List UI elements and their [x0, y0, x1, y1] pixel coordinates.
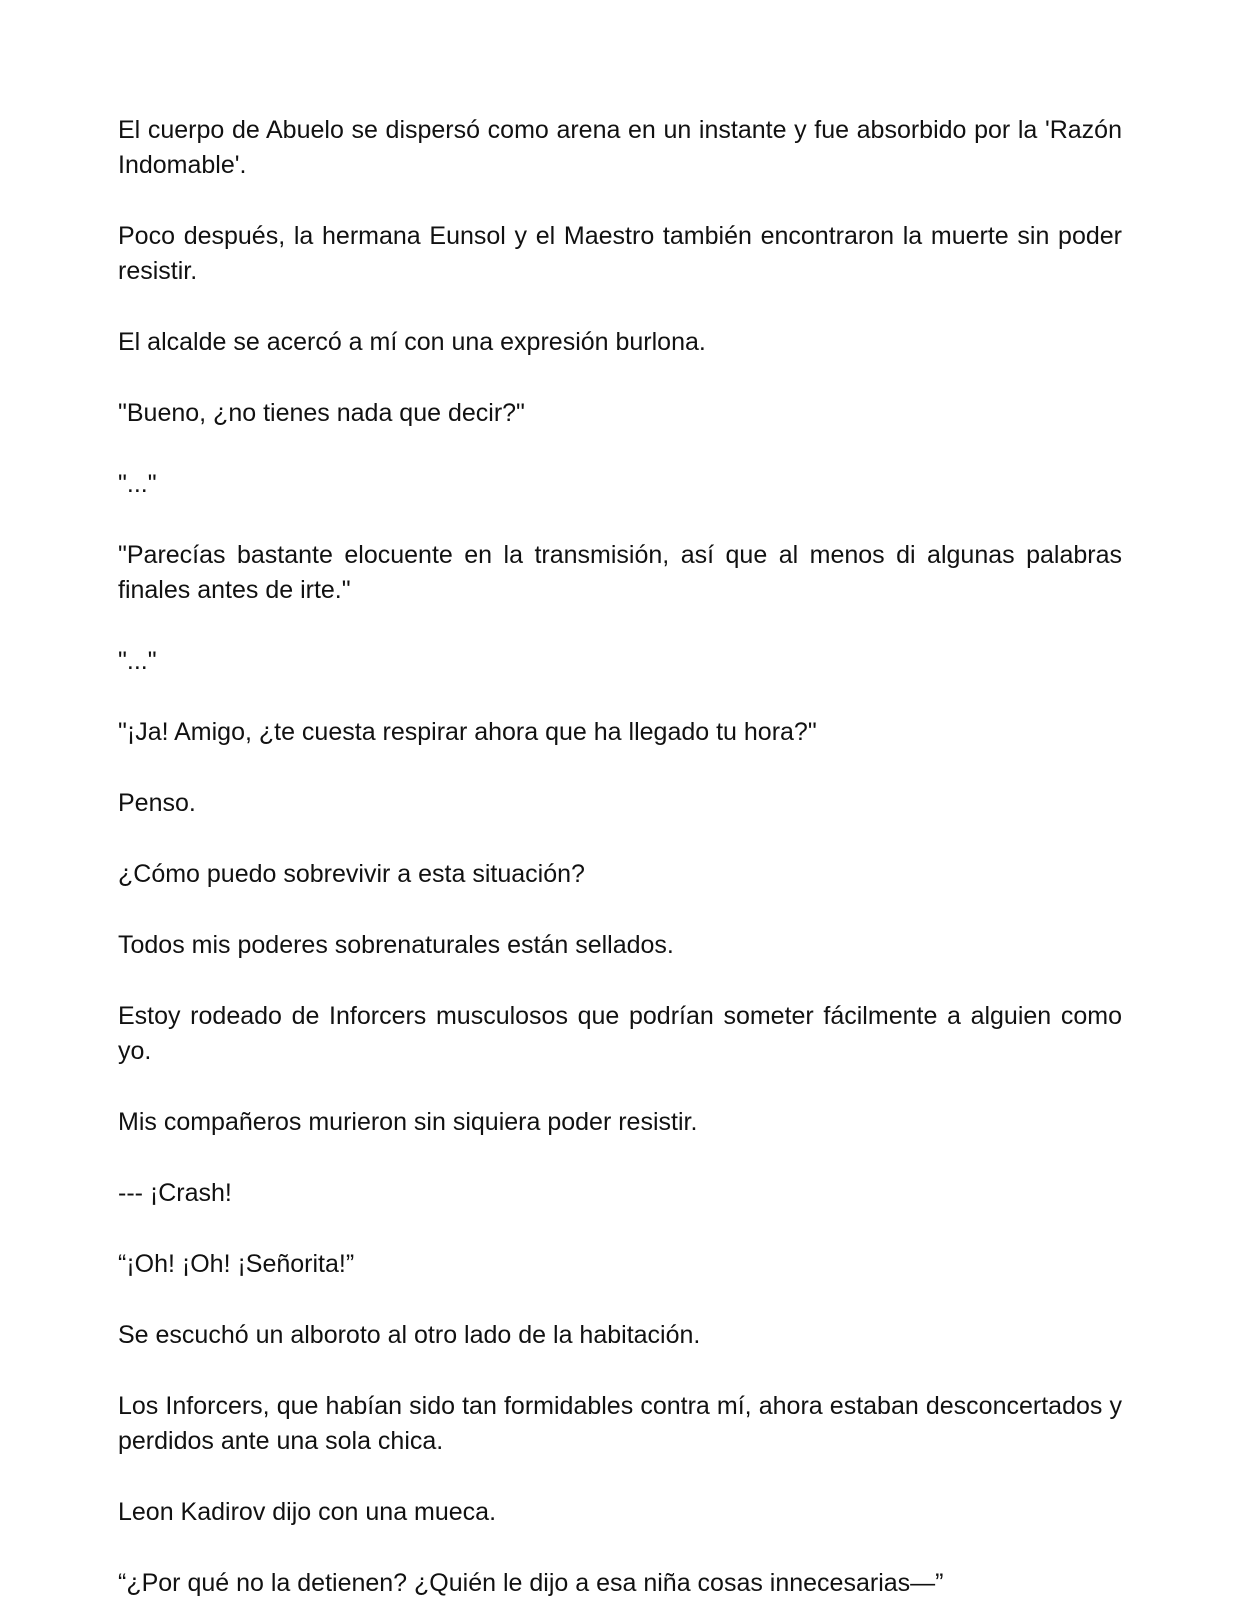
paragraph: Leon Kadirov dijo con una mueca. — [118, 1498, 497, 1526]
paragraph: El cuerpo de Abuelo se dispersó como arena en un instante y fue absorbido por la 'Razón Indomable'. — [118, 116, 1122, 179]
paragraph: El alcalde se acercó a mí con una expresión burlona. — [118, 328, 706, 356]
dialogue-line: “¿Por qué no la detienen? ¿Quién le dijo a esa niña cosas innecesarias—” — [118, 1569, 944, 1597]
dialogue-line: "Bueno, ¿no tienes nada que decir?" — [118, 399, 525, 427]
dialogue-line: “¡Oh! ¡Oh! ¡Señorita!” — [118, 1250, 355, 1278]
paragraph: Penso. — [118, 789, 196, 817]
sound-effect: --- ¡Crash! — [118, 1179, 232, 1207]
paragraph: Estoy rodeado de Inforcers musculosos que podrían someter fácilmente a alguien como yo. — [118, 1002, 1122, 1065]
document-page — [118, 113, 1122, 1601]
paragraph: Los Inforcers, que habían sido tan formidables contra mí, ahora estaban desconcertados y perdidos ante una sola chica. — [118, 1392, 1122, 1455]
paragraph: Se escuchó un alboroto al otro lado de la habitación. — [118, 1321, 701, 1349]
paragraph: Poco después, la hermana Eunsol y el Maestro también encontraron la muerte sin poder resistir. — [118, 222, 1122, 285]
dialogue-line: "..." — [118, 647, 157, 675]
dialogue-line: "Parecías bastante elocuente en la transmisión, así que al menos di algunas palabras finales antes de irte." — [118, 541, 1122, 604]
paragraph: Todos mis poderes sobrenaturales están sellados. — [118, 931, 674, 959]
paragraph: ¿Cómo puedo sobrevivir a esta situación? — [118, 860, 585, 888]
dialogue-line: "¡Ja! Amigo, ¿te cuesta respirar ahora que ha llegado tu hora?" — [118, 718, 817, 746]
dialogue-line: "..." — [118, 470, 157, 498]
paragraph: Mis compañeros murieron sin siquiera poder resistir. — [118, 1108, 698, 1136]
